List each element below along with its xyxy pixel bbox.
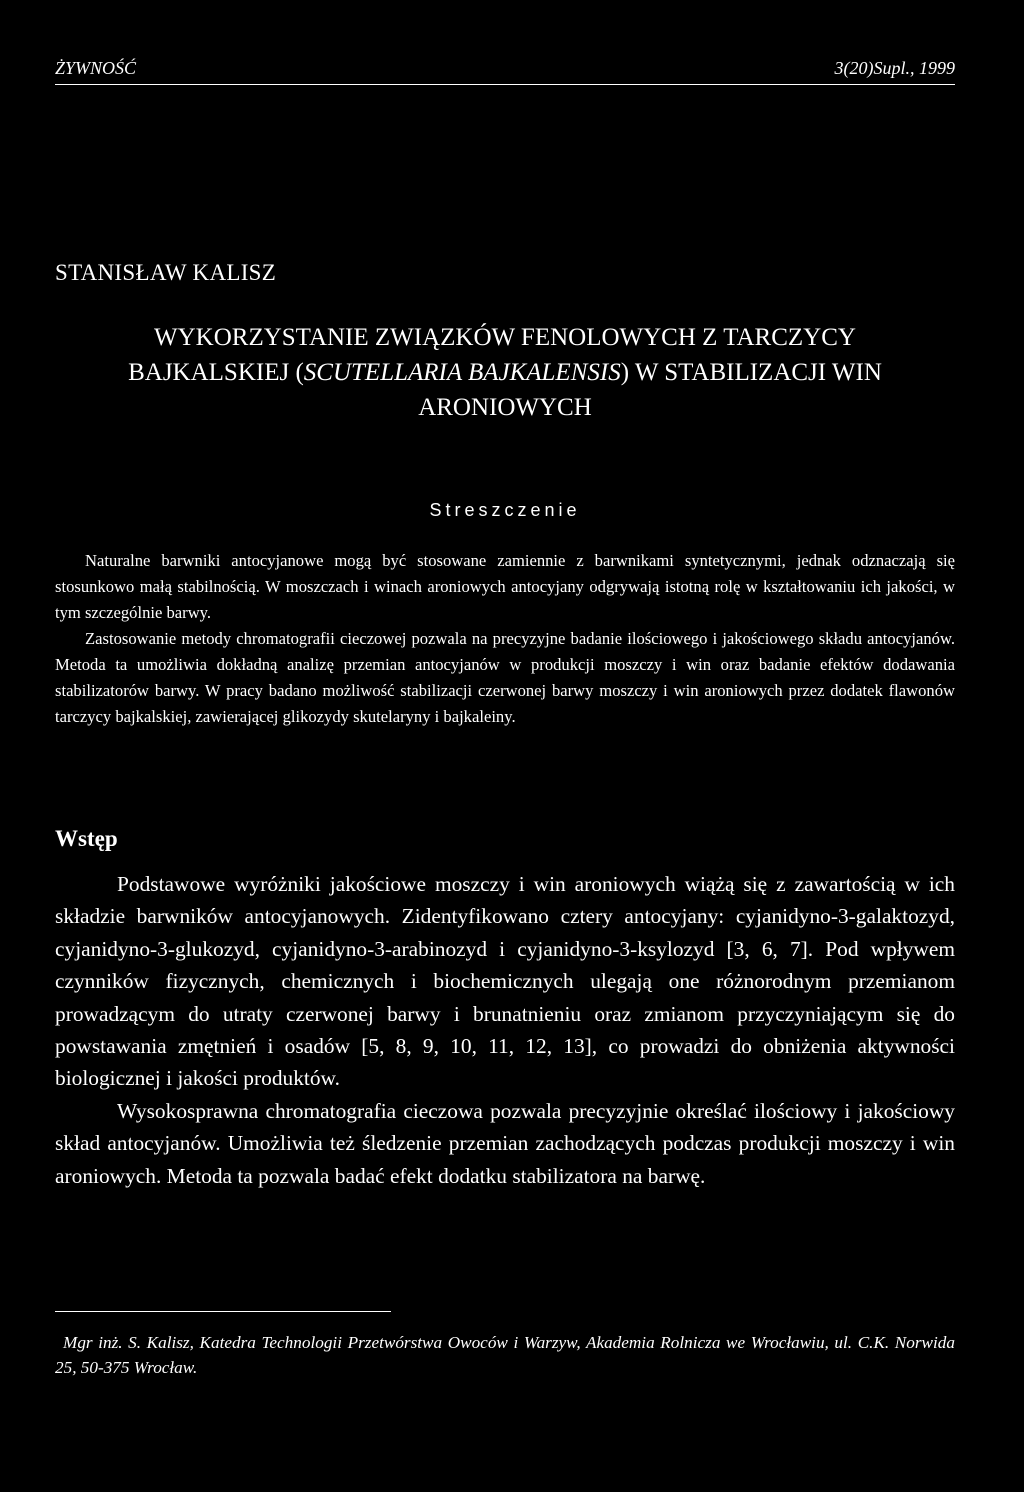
issue-number: 3(20)Supl., 1999 (834, 58, 955, 78)
abstract-paragraph: Naturalne barwniki antocyjanowe mogą być stosowane zamiennie z barwnikami syntetycznymi, jednak odznaczają się stosunkowo małą stabilnością. W moszczach i winach aroniowych antocyjany odgrywają istotną rolę w kształtowaniu ich jakości, w tym szczególnie barwy. (55, 551, 955, 622)
document-page (55, 0, 955, 1492)
title-latin-name: SCUTELLARIA BAJKALENSIS (303, 359, 621, 386)
running-header (55, 58, 955, 84)
body-paragraph: Wysokosprawna chromatografia cieczowa pozwala precyzyjnie określać ilościowy i jakościowy skład antocyjanów. Umożliwia też śledzenie przemian zachodzących podczas produkcji moszczy i win aroniowych. Metoda ta pozwala badać efekt dodatku stabilizatora na barwę. (55, 1098, 955, 1188)
title-part-2: ) W STABILIZACJI WIN ARONIOWYCH (418, 359, 882, 421)
header-rule (55, 84, 955, 85)
footnote-text: Mgr inż. S. Kalisz, Katedra Technologii Przetwórstwa Owoców i Warzyw, Akademia Rolnicza we Wrocławiu, ul. C.K. Norwida 25, 50-375 Wrocław. (55, 1333, 955, 1377)
title-part-1: WYKORZYSTANIE ZWIĄZKÓW FENOLOWYCH Z TARCZYCY BAJKALSKIEJ ( (128, 324, 856, 386)
abstract-heading: Streszczenie (429, 500, 581, 520)
abstract-paragraph: Zastosowanie metody chromatografii cieczowej pozwala na precyzyjne badanie ilościowego i jakościowego składu antocyjanów. Metoda ta umożliwia dokładną analizę przemian antocyjanów w produkcji moszczy i win oraz badanie efektów dodawania stabilizatorów barwy. W pracy badano możliwość stabilizacji czerwonej barwy moszczy i win aroniowych przez dodatek flawonów tarczycy bajkalskiej, zawierającej glikozydy skutelaryny i bajkaleiny. (55, 629, 955, 726)
author-footnote (55, 1330, 955, 1380)
body-paragraph: Podstawowe wyróżniki jakościowe moszczy i win aroniowych wiążą się z zawartością w ich składzie barwników antocyjanowych. Zidentyfikowano cztery antocyjany: cyjanidyno-3-galaktozyd, cyjanidyno-3-glukozyd, cyjanidyno-3-arabinozyd i cyjanidyno-3-ksylozyd [3, 6, 7]. Pod wpływem czynników fizycznych, chemicznych i biochemicznych ulegają one różnorodnym przemianom prowadzącym do utraty czerwonej barwy i brunatnieniu oraz zmianom przyczyniającym się do powstawania zmętnień i osadów [5, 8, 9, 10, 11, 12, 13], co prowadzi do obniżenia aktywności biologicznej i jakości produktów. (55, 872, 955, 1091)
footnote-rule (55, 1311, 391, 1312)
journal-name: ŻYWNOŚĆ (55, 58, 137, 78)
section-heading: Wstęp (55, 826, 118, 851)
article-title (85, 320, 925, 425)
abstract-body (55, 548, 955, 730)
section-body (55, 868, 955, 1192)
author-name: STANISŁAW KALISZ (55, 260, 277, 285)
